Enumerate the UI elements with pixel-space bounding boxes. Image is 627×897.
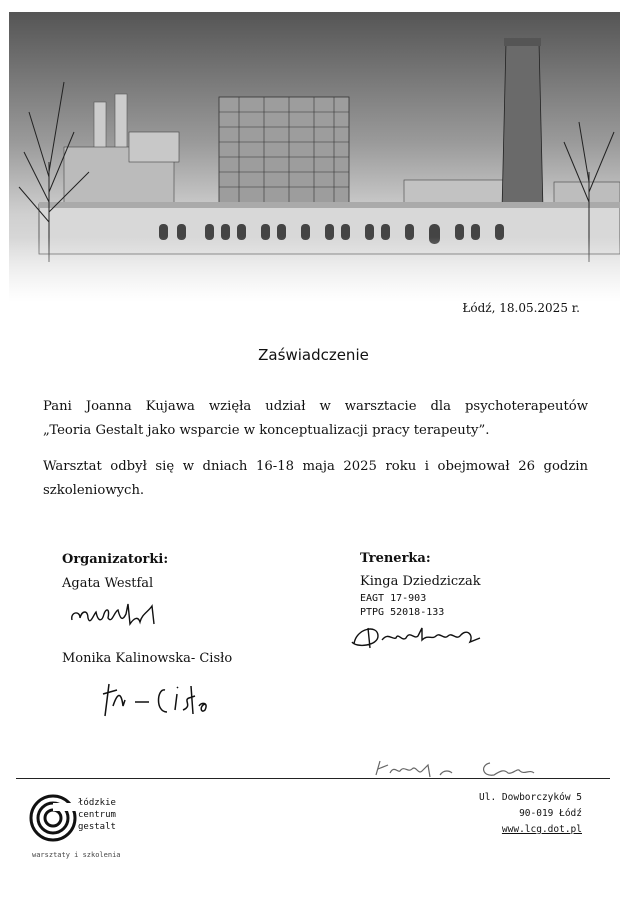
trainer-cert-eagt: EAGT 17-903 — [360, 593, 427, 604]
address-street: Ul. Dowborczyków 5 — [479, 792, 582, 803]
document-date: Łódź, 18.05.2025 r. — [462, 301, 580, 315]
trainer-name: Kinga Dziedziczak — [360, 574, 481, 589]
document-title: Zaświadczenie — [258, 346, 369, 364]
organizers-label: Organizatorki: — [62, 552, 169, 567]
trainer-signature — [348, 618, 488, 652]
organizer-2-name: Monika Kalinowska- Cisło — [62, 651, 233, 666]
participation-line-1: Pani Joanna Kujawa wzięła udział w warsztacie dla psychoterapeutów — [43, 399, 588, 414]
workshop-details: Warsztat odbył się w dniach 16-18 maja 2025 roku i obejmował 26 godzin szkoleniowych. — [43, 459, 588, 498]
logo-tagline: warsztaty i szkolenia — [32, 851, 121, 859]
organizer-2-signature — [95, 676, 215, 722]
participation-statement — [43, 395, 588, 443]
logo-wordmark — [78, 797, 116, 833]
logo-line-3: gestalt — [78, 822, 116, 832]
logo-line-1: łódzkie — [78, 798, 116, 808]
website-link[interactable]: www.lcg.dot.pl — [501, 824, 582, 835]
header-photo — [9, 12, 620, 302]
trainer-cert-ptpg: PTPG 52018-133 — [360, 607, 445, 618]
lcg-logo-icon — [28, 793, 78, 843]
organizer-1-name: Agata Westfal — [62, 576, 154, 591]
organizer-1-signature — [68, 600, 163, 632]
address-block — [479, 790, 582, 838]
footer-divider — [16, 778, 610, 779]
address-city: 90-019 Łódź — [519, 808, 582, 819]
logo-line-2: centrum — [78, 810, 116, 820]
trainer-label: Trenerka: — [360, 551, 431, 566]
workshop-title: „Teoria Gestalt jako wsparcie w konceptualizacji pracy terapeuty”. — [43, 423, 490, 438]
